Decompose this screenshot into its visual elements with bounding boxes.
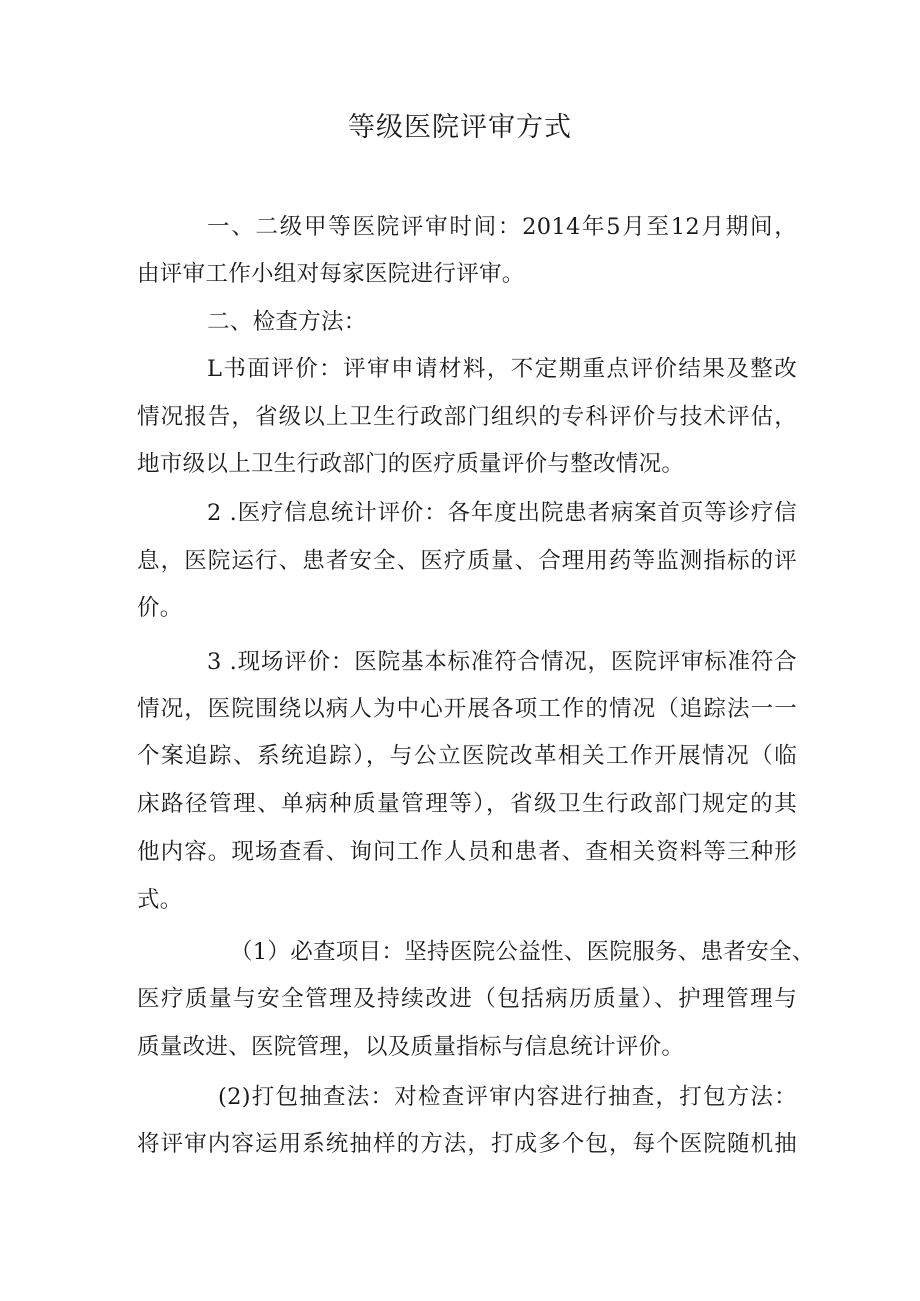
paragraph-line: 情况，医院围绕以病人为中心开展各项工作的情况（追踪法一一	[137, 696, 797, 722]
paragraph-line: 式。	[137, 887, 183, 913]
paragraph-line: 情况报告，省级以上卫生行政部门组织的专科评价与技术评估，	[137, 404, 797, 430]
paragraph-line: 将评审内容运用系统抽样的方法，打成多个包，每个医院随机抽	[137, 1131, 797, 1157]
paragraph-line: 质量改进、医院管理，以及质量指标与信息统计评价。	[137, 1034, 685, 1060]
document-title: 等级医院评审方式	[348, 112, 572, 143]
paragraph-line: 个案追踪、系统追踪），与公立医院改革相关工作开展情况（临	[137, 743, 797, 769]
paragraph-line: （1）必查项目：坚持医院公益性、医院服务、患者安全、	[230, 939, 815, 965]
section-heading: 二、检查方法：	[207, 309, 367, 335]
paragraph-line: 价。	[137, 595, 183, 621]
paragraph-line: (2)打包抽查法：对检查评审内容进行抽查，打包方法：	[218, 1084, 797, 1110]
paragraph-line: 他内容。现场查看、询问工作人员和患者、查相关资料等三种形	[137, 839, 797, 865]
paragraph-line: L书面评价：评审申请材料，不定期重点评价结果及整改	[207, 356, 797, 382]
paragraph-line: 2 .医疗信息统计评价：各年度出院患者病案首页等诊疗信	[207, 500, 797, 526]
paragraph-line: 3 .现场评价：医院基本标准符合情况，医院评审标准符合	[207, 649, 797, 675]
paragraph-line: 床路径管理、单病种质量管理等），省级卫生行政部门规定的其	[137, 791, 797, 817]
paragraph-line: 地市级以上卫生行政部门的医疗质量评价与整改情况。	[137, 451, 685, 477]
paragraph-line: 一、二级甲等医院评审时间：2014年5月至12月期间，	[207, 214, 797, 240]
paragraph-line: 由评审工作小组对每家医院进行评审。	[137, 261, 525, 287]
paragraph-line: 医疗质量与安全管理及持续改进（包括病历质量）、护理管理与	[137, 986, 797, 1012]
paragraph-line: 息，医院运行、患者安全、医疗质量、合理用药等监测指标的评	[137, 548, 797, 574]
